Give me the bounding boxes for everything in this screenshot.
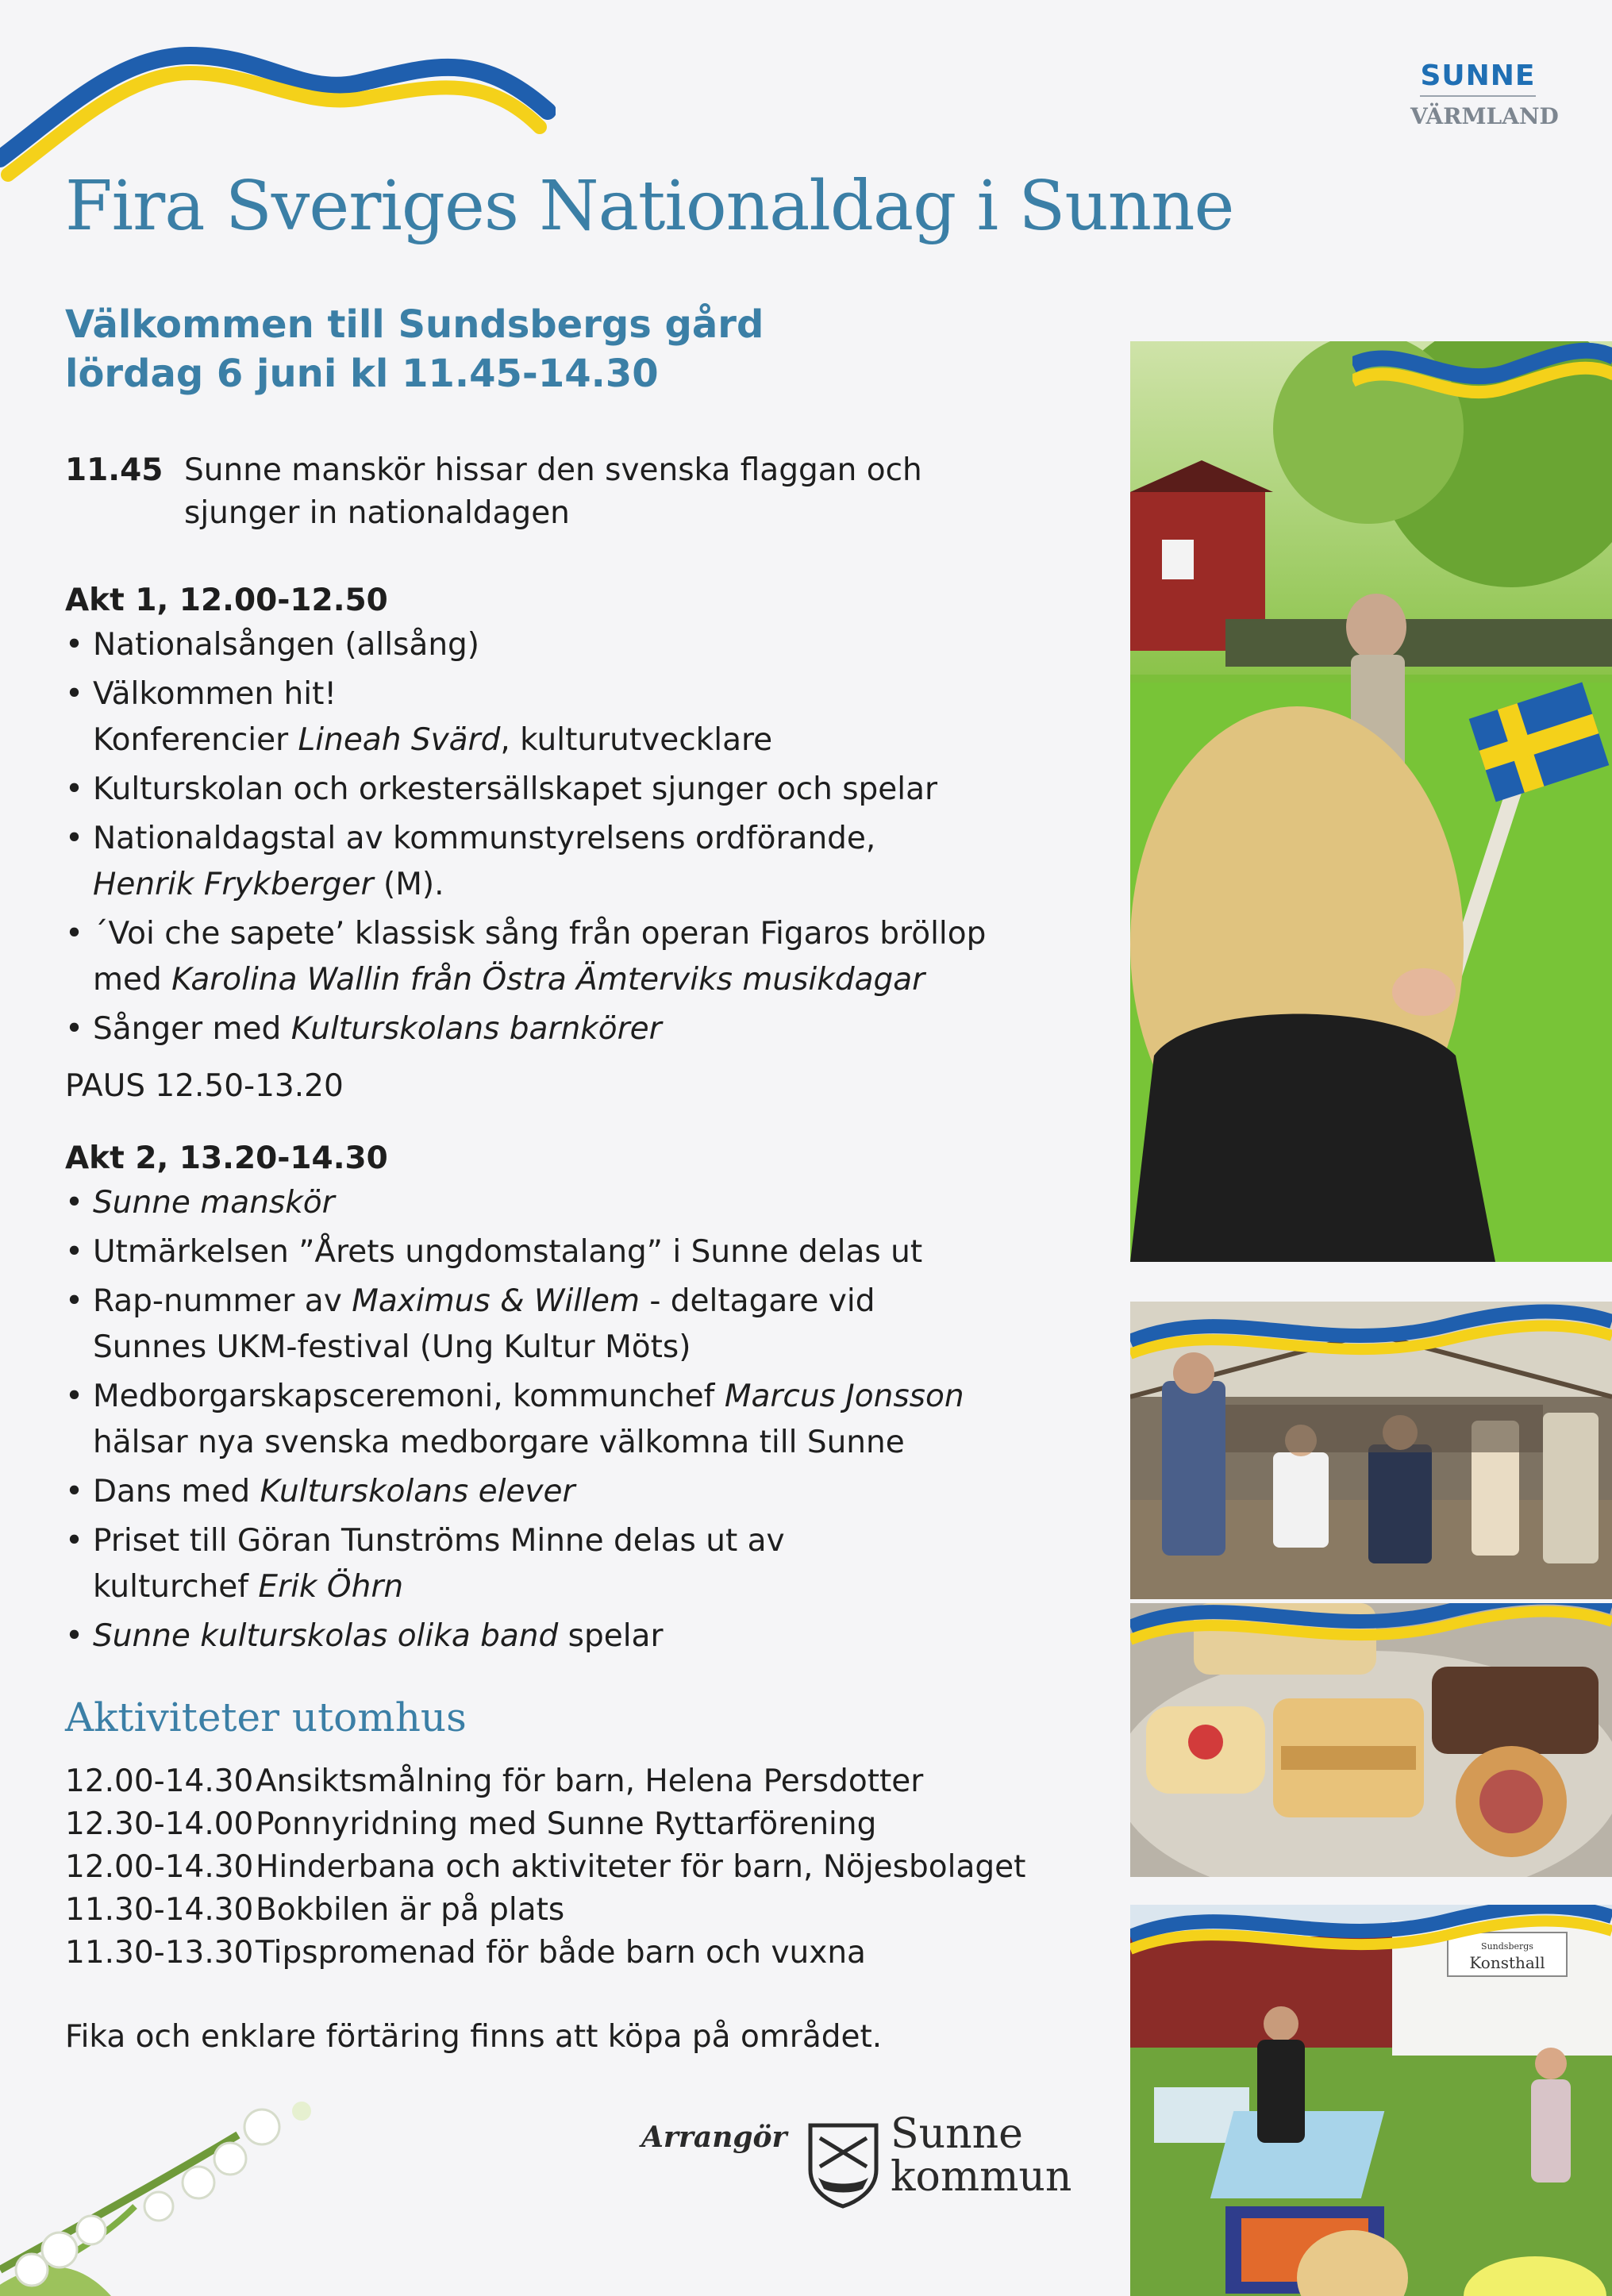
logo-sunne: SUNNE	[1420, 60, 1536, 92]
sunne-kommun-logo-text: Sunne kommun	[891, 2110, 1072, 2201]
list-item: • Sunne manskör	[65, 1185, 335, 1221]
ribbon-decoration	[1130, 1905, 1612, 1960]
act-2-section	[65, 1137, 1097, 1663]
subtitle-date: lördag 6 juni kl 11.45-14.30	[65, 352, 659, 396]
list-item: • Priset till Göran Tunströms Minne delas ut av kulturchef Erik Öhrn	[65, 1523, 785, 1605]
act-1-heading: Akt 1, 12.00-12.50	[65, 583, 388, 618]
photo-outdoor-activities	[1130, 1905, 1612, 2296]
list-item: • Välkommen hit! Konferencier Lineah Svärd, kulturutvecklare	[65, 676, 773, 758]
list-item: • Sunne kulturskolas olika band spelar	[65, 1618, 664, 1654]
intro-item	[65, 449, 1097, 535]
sunne-kommun-crest-icon	[806, 2121, 881, 2209]
intro-line-1: Sunne manskör hissar den svenska flaggan och	[184, 452, 922, 488]
activity-row: 12.30-14.00Ponnyridning med Sunne Ryttarförening	[65, 1806, 877, 1842]
ribbon-decoration	[1130, 1302, 1612, 1365]
list-item: • Nationaldagstal av kommunstyrelsens ordförande, Henrik Frykberger (M).	[65, 821, 876, 902]
photo-child-with-flag	[1130, 341, 1612, 1262]
photo-indoor-concert	[1130, 1302, 1612, 1599]
list-item: • Sånger med Kulturskolans barnkörer	[65, 1011, 662, 1047]
activity-row: 11.30-14.30Bokbilen är på plats	[65, 1892, 565, 1928]
intro-line-2: sjunger in nationaldagen	[184, 495, 570, 531]
page-title: Fira Sveriges Nationaldag i Sunne	[65, 167, 1234, 246]
activities-heading: Aktiviteter utomhus	[65, 1694, 467, 1740]
list-item: • Nationalsången (allsång)	[65, 627, 480, 663]
list-item: • Utmärkelsen ”Årets ungdomstalang” i Sunne delas ut	[65, 1234, 923, 1270]
act-1-section	[65, 579, 1097, 1056]
sunne-varmland-logo	[1410, 60, 1559, 129]
ribbon-decoration	[1352, 341, 1612, 429]
pause-time: PAUS 12.50-13.20	[65, 1068, 344, 1104]
ribbon-decoration	[1130, 1603, 1612, 1651]
list-item: • Medborgarskapsceremoni, kommunchef Marcus Jonsson hälsar nya svenska medborgare välkomna till Sunne	[65, 1379, 964, 1460]
photo-pastries	[1130, 1603, 1612, 1877]
intro-time: 11.45	[65, 452, 164, 488]
ribbon-decoration	[0, 24, 556, 183]
activity-row: 11.30-13.30Tipspromenad för både barn och vuxna	[65, 1935, 866, 1971]
list-item: • Kulturskolan och orkestersällskapet sjunger och spelar	[65, 771, 938, 807]
lily-of-the-valley-illustration	[0, 2087, 333, 2296]
list-item: • Rap-nummer av Maximus & Willem - deltagare vid Sunnes UKM-festival (Ung Kultur Möts)	[65, 1283, 875, 1365]
konsthall-sign: Konsthall	[1469, 1953, 1545, 1972]
list-item: • Dans med Kulturskolans elever	[65, 1474, 575, 1510]
activities-list	[65, 1760, 1025, 1975]
subtitle	[65, 300, 764, 398]
act-2-list	[65, 1180, 1097, 1660]
activity-row: 12.00-14.30Ansiktsmålning för barn, Helena Persdotter	[65, 1763, 924, 1799]
logo-divider	[1420, 95, 1536, 97]
konsthall-sign-small: Sundsbergs	[1481, 1941, 1533, 1952]
logo-varmland: VÄRMLAND	[1410, 103, 1559, 129]
fika-note: Fika och enklare förtäring finns att köpa på området.	[65, 2019, 883, 2055]
organizer-label: Arrangör	[641, 2121, 787, 2154]
activity-row: 12.00-14.30Hinderbana och aktiviteter för barn, Nöjesbolaget	[65, 1849, 1026, 1885]
subtitle-venue: Välkommen till Sundsbergs gård	[65, 302, 764, 347]
list-item: • ´Voi che sapete’ klassisk sång från operan Figaros bröllop med Karolina Wallin från Östra Ämterviks musikdagar	[65, 916, 987, 998]
act-1-list	[65, 622, 1097, 1052]
act-2-heading: Akt 2, 13.20-14.30	[65, 1140, 388, 1176]
